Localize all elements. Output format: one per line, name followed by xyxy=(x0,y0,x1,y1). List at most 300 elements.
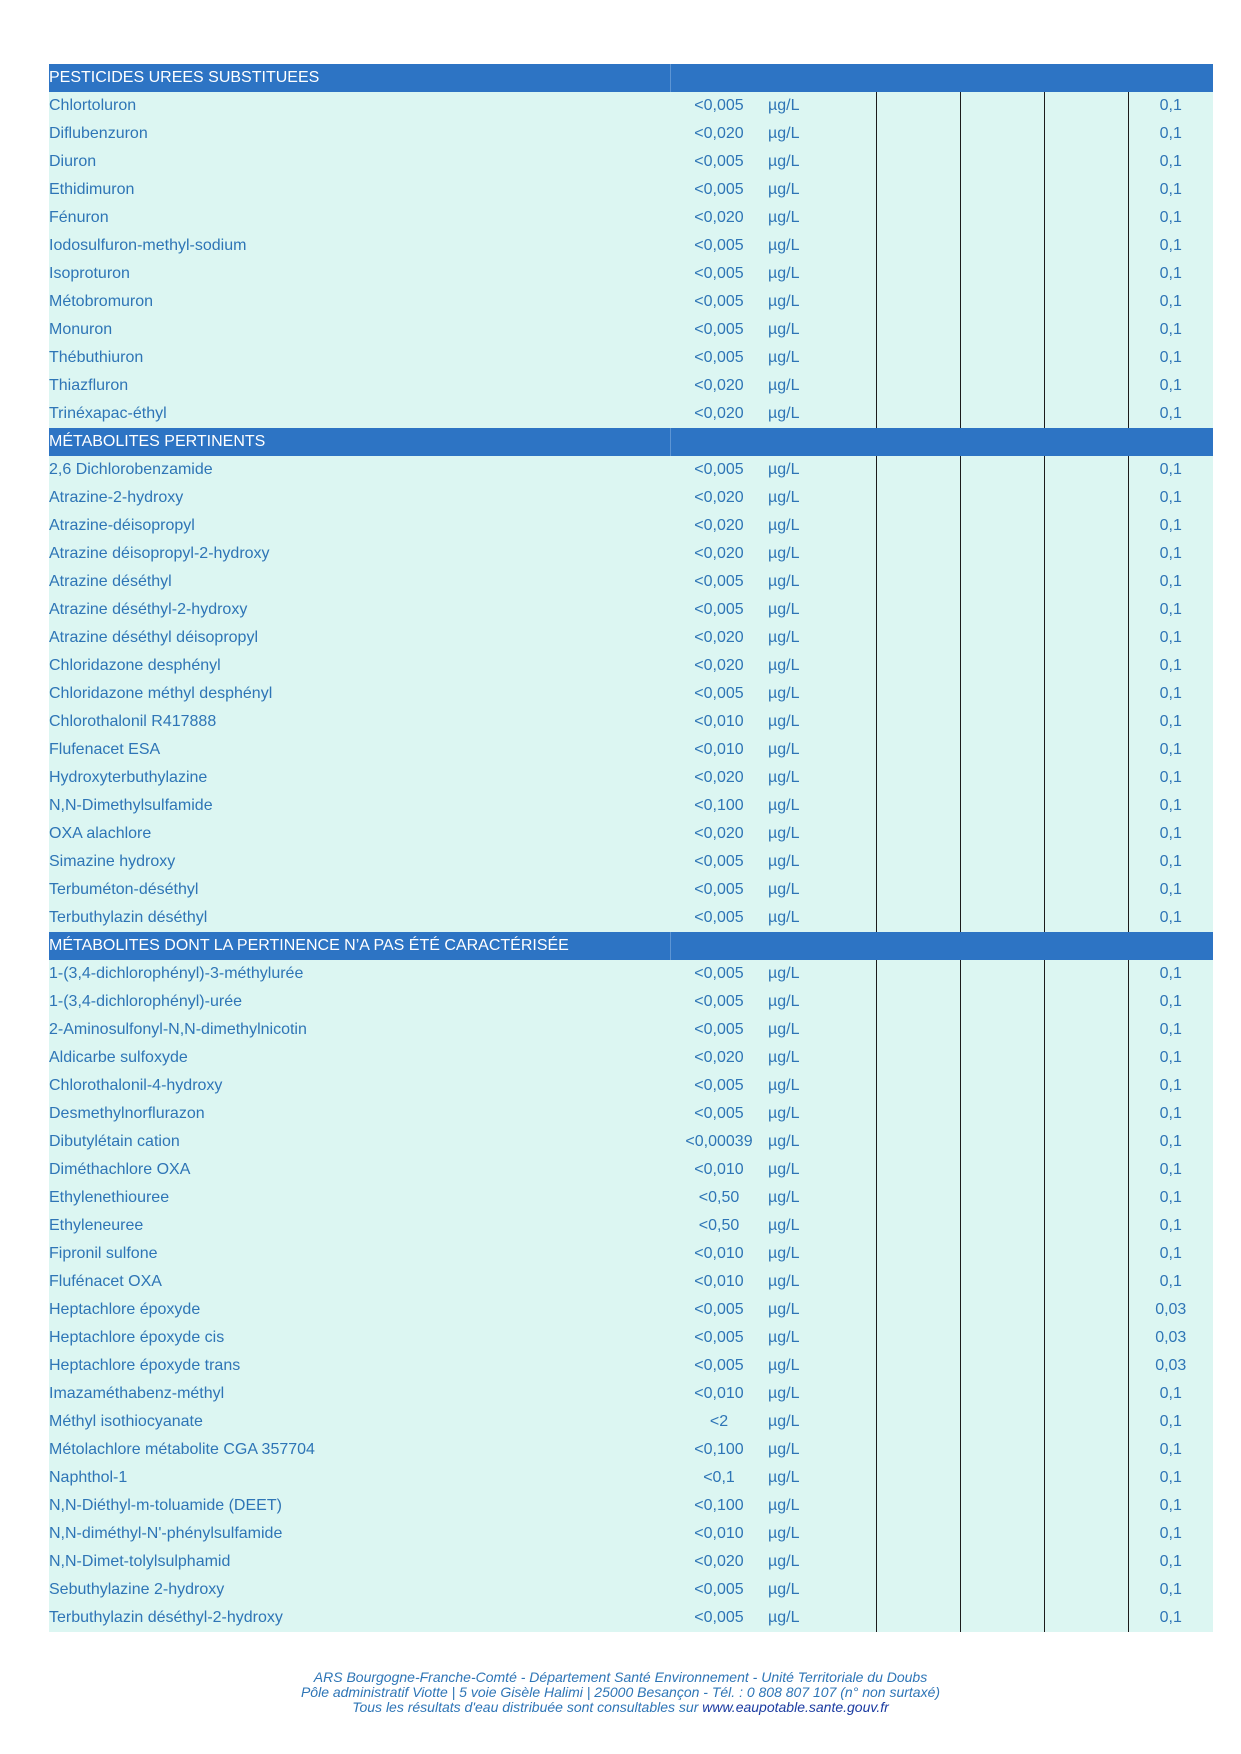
empty-cell xyxy=(960,1268,1044,1296)
unit: µg/L xyxy=(768,904,876,932)
table-row xyxy=(49,680,1213,708)
empty-cell xyxy=(960,540,1044,568)
empty-cell xyxy=(1044,764,1128,792)
empty-cell xyxy=(1044,960,1128,988)
empty-cell xyxy=(960,1324,1044,1352)
empty-cell xyxy=(1044,876,1128,904)
empty-cell xyxy=(1044,372,1128,400)
result-value: <0,010 xyxy=(670,1240,768,1268)
result-value: <0,100 xyxy=(670,1436,768,1464)
result-value: <0,020 xyxy=(670,820,768,848)
section-header-filler xyxy=(670,64,1213,92)
table-row xyxy=(49,1016,1213,1044)
result-value: <0,005 xyxy=(670,148,768,176)
result-value: <0,005 xyxy=(670,1352,768,1380)
table-row xyxy=(49,876,1213,904)
unit: µg/L xyxy=(768,540,876,568)
result-value: <0,005 xyxy=(670,1016,768,1044)
quality-limit: 0,1 xyxy=(1128,624,1213,652)
empty-cell xyxy=(1044,456,1128,484)
empty-cell xyxy=(960,400,1044,428)
empty-cell xyxy=(1044,1268,1128,1296)
result-value: <2 xyxy=(670,1408,768,1436)
table-row xyxy=(49,568,1213,596)
empty-cell xyxy=(1044,1576,1128,1604)
unit: µg/L xyxy=(768,120,876,148)
unit: µg/L xyxy=(768,876,876,904)
unit: µg/L xyxy=(768,1436,876,1464)
table-row xyxy=(49,1464,1213,1492)
parameter-name: Ethidimuron xyxy=(49,176,670,204)
parameter-name: Chloridazone desphényl xyxy=(49,652,670,680)
unit: µg/L xyxy=(768,372,876,400)
table-row xyxy=(49,1548,1213,1576)
empty-cell xyxy=(876,1128,960,1156)
result-value: <0,005 xyxy=(670,456,768,484)
unit: µg/L xyxy=(768,624,876,652)
quality-limit: 0,1 xyxy=(1128,456,1213,484)
table-row xyxy=(49,288,1213,316)
empty-cell xyxy=(876,344,960,372)
result-value: <0,50 xyxy=(670,1184,768,1212)
results-table-body xyxy=(49,64,1213,1632)
empty-cell xyxy=(1044,848,1128,876)
unit: µg/L xyxy=(768,708,876,736)
parameter-name: Atrazine-déisopropyl xyxy=(49,512,670,540)
unit: µg/L xyxy=(768,680,876,708)
unit: µg/L xyxy=(768,988,876,1016)
unit: µg/L xyxy=(768,1464,876,1492)
parameter-name: Diflubenzuron xyxy=(49,120,670,148)
parameter-name: Atrazine déséthyl-2-hydroxy xyxy=(49,596,670,624)
empty-cell xyxy=(1044,1100,1128,1128)
empty-cell xyxy=(960,260,1044,288)
empty-cell xyxy=(876,1576,960,1604)
table-row xyxy=(49,988,1213,1016)
table-row xyxy=(49,1268,1213,1296)
table-row xyxy=(49,1156,1213,1184)
quality-limit: 0,1 xyxy=(1128,92,1213,120)
result-value: <0,50 xyxy=(670,1212,768,1240)
parameter-name: Heptachlore époxyde xyxy=(49,1296,670,1324)
result-value: <0,020 xyxy=(670,120,768,148)
unit: µg/L xyxy=(768,1016,876,1044)
parameter-name: Trinéxapac-éthyl xyxy=(49,400,670,428)
parameter-name: Iodosulfuron-methyl-sodium xyxy=(49,232,670,260)
unit: µg/L xyxy=(768,736,876,764)
quality-limit: 0,1 xyxy=(1128,876,1213,904)
table-row xyxy=(49,1352,1213,1380)
result-value: <0,020 xyxy=(670,512,768,540)
parameter-name: Diméthachlore OXA xyxy=(49,1156,670,1184)
parameter-name: Heptachlore époxyde trans xyxy=(49,1352,670,1380)
unit: µg/L xyxy=(768,1156,876,1184)
empty-cell xyxy=(960,512,1044,540)
empty-cell xyxy=(1044,1072,1128,1100)
empty-cell xyxy=(876,652,960,680)
parameter-name: Aldicarbe sulfoxyde xyxy=(49,1044,670,1072)
empty-cell xyxy=(876,92,960,120)
empty-cell xyxy=(876,540,960,568)
empty-cell xyxy=(1044,820,1128,848)
empty-cell xyxy=(960,1520,1044,1548)
result-value: <0,005 xyxy=(670,960,768,988)
empty-cell xyxy=(876,316,960,344)
parameter-name: N,N-Dimet-tolylsulphamid xyxy=(49,1548,670,1576)
result-value: <0,005 xyxy=(670,344,768,372)
parameter-name: Méthyl isothiocyanate xyxy=(49,1408,670,1436)
parameter-name: 2,6 Dichlorobenzamide xyxy=(49,456,670,484)
result-value: <0,005 xyxy=(670,848,768,876)
empty-cell xyxy=(876,204,960,232)
unit: µg/L xyxy=(768,92,876,120)
table-row xyxy=(49,148,1213,176)
result-value: <0,100 xyxy=(670,1492,768,1520)
parameter-name: Terbuthylazin déséthyl xyxy=(49,904,670,932)
empty-cell xyxy=(1044,316,1128,344)
parameter-name: Thébuthiuron xyxy=(49,344,670,372)
parameter-name: Naphthol-1 xyxy=(49,1464,670,1492)
result-value: <0,010 xyxy=(670,1268,768,1296)
empty-cell xyxy=(1044,568,1128,596)
empty-cell xyxy=(960,624,1044,652)
empty-cell xyxy=(876,1044,960,1072)
result-value: <0,010 xyxy=(670,1156,768,1184)
unit: µg/L xyxy=(768,176,876,204)
unit: µg/L xyxy=(768,1184,876,1212)
result-value: <0,020 xyxy=(670,540,768,568)
result-value: <0,005 xyxy=(670,1296,768,1324)
result-value: <0,005 xyxy=(670,1576,768,1604)
unit: µg/L xyxy=(768,792,876,820)
quality-limit: 0,1 xyxy=(1128,904,1213,932)
quality-limit: 0,03 xyxy=(1128,1324,1213,1352)
empty-cell xyxy=(960,456,1044,484)
parameter-name: Ethylenethiouree xyxy=(49,1184,670,1212)
section-title: MÉTABOLITES DONT LA PERTINENCE N’A PAS ÉTÉ CARACTÉRISÉE xyxy=(49,932,670,960)
quality-limit: 0,1 xyxy=(1128,1408,1213,1436)
table-row xyxy=(49,1604,1213,1632)
unit: µg/L xyxy=(768,484,876,512)
empty-cell xyxy=(960,820,1044,848)
result-value: <0,005 xyxy=(670,176,768,204)
empty-cell xyxy=(876,1380,960,1408)
result-value: <0,020 xyxy=(670,1044,768,1072)
quality-limit: 0,1 xyxy=(1128,1268,1213,1296)
quality-limit: 0,1 xyxy=(1128,148,1213,176)
table-row xyxy=(49,1240,1213,1268)
quality-limit: 0,1 xyxy=(1128,232,1213,260)
quality-limit: 0,1 xyxy=(1128,1548,1213,1576)
quality-limit: 0,1 xyxy=(1128,1044,1213,1072)
section-header-filler xyxy=(670,932,1213,960)
quality-limit: 0,1 xyxy=(1128,260,1213,288)
empty-cell xyxy=(960,596,1044,624)
empty-cell xyxy=(960,1380,1044,1408)
footer xyxy=(0,1670,1241,1715)
quality-limit: 0,1 xyxy=(1128,792,1213,820)
section-header-filler xyxy=(670,428,1213,456)
quality-limit: 0,1 xyxy=(1128,1212,1213,1240)
empty-cell xyxy=(960,1100,1044,1128)
parameter-name: 2-Aminosulfonyl-N,N-dimethylnicotin xyxy=(49,1016,670,1044)
table-row xyxy=(49,1044,1213,1072)
empty-cell xyxy=(960,1212,1044,1240)
empty-cell xyxy=(960,1128,1044,1156)
table-row xyxy=(49,848,1213,876)
empty-cell xyxy=(1044,904,1128,932)
empty-cell xyxy=(1044,1352,1128,1380)
parameter-name: Hydroxyterbuthylazine xyxy=(49,764,670,792)
unit: µg/L xyxy=(768,204,876,232)
website-link[interactable]: www.eaupotable.sante.gouv.fr xyxy=(702,1699,889,1715)
empty-cell xyxy=(876,1072,960,1100)
parameter-name: Chlortoluron xyxy=(49,92,670,120)
result-value: <0,005 xyxy=(670,316,768,344)
parameter-name: Desmethylnorflurazon xyxy=(49,1100,670,1128)
empty-cell xyxy=(960,1408,1044,1436)
unit: µg/L xyxy=(768,1044,876,1072)
table-row xyxy=(49,596,1213,624)
table-row xyxy=(49,204,1213,232)
empty-cell xyxy=(1044,92,1128,120)
table-row xyxy=(49,708,1213,736)
quality-limit: 0,1 xyxy=(1128,1436,1213,1464)
empty-cell xyxy=(1044,596,1128,624)
parameter-name: N,N-Dimethylsulfamide xyxy=(49,792,670,820)
section-header-row xyxy=(49,64,1213,92)
empty-cell xyxy=(876,792,960,820)
empty-cell xyxy=(1044,344,1128,372)
result-value: <0,005 xyxy=(670,904,768,932)
table-row xyxy=(49,372,1213,400)
unit: µg/L xyxy=(768,456,876,484)
empty-cell xyxy=(876,1548,960,1576)
empty-cell xyxy=(960,792,1044,820)
empty-cell xyxy=(1044,484,1128,512)
empty-cell xyxy=(1044,1324,1128,1352)
empty-cell xyxy=(876,484,960,512)
unit: µg/L xyxy=(768,764,876,792)
empty-cell xyxy=(1044,1212,1128,1240)
results-table xyxy=(49,64,1213,1632)
empty-cell xyxy=(876,708,960,736)
empty-cell xyxy=(876,764,960,792)
empty-cell xyxy=(960,92,1044,120)
parameter-name: Chlorothalonil R417888 xyxy=(49,708,670,736)
empty-cell xyxy=(960,680,1044,708)
table-row xyxy=(49,736,1213,764)
quality-limit: 0,1 xyxy=(1128,568,1213,596)
quality-limit: 0,1 xyxy=(1128,372,1213,400)
quality-limit: 0,1 xyxy=(1128,204,1213,232)
empty-cell xyxy=(960,484,1044,512)
unit: µg/L xyxy=(768,848,876,876)
result-value: <0,100 xyxy=(670,792,768,820)
parameter-name: Sebuthylazine 2-hydroxy xyxy=(49,1576,670,1604)
result-value: <0,005 xyxy=(670,232,768,260)
quality-limit: 0,1 xyxy=(1128,1604,1213,1632)
quality-limit: 0,1 xyxy=(1128,960,1213,988)
empty-cell xyxy=(1044,1128,1128,1156)
result-value: <0,005 xyxy=(670,1072,768,1100)
parameter-name: Fipronil sulfone xyxy=(49,1240,670,1268)
empty-cell xyxy=(960,764,1044,792)
empty-cell xyxy=(1044,736,1128,764)
empty-cell xyxy=(876,372,960,400)
unit: µg/L xyxy=(768,1212,876,1240)
result-value: <0,005 xyxy=(670,568,768,596)
empty-cell xyxy=(960,1464,1044,1492)
empty-cell xyxy=(960,1072,1044,1100)
quality-limit: 0,1 xyxy=(1128,120,1213,148)
result-value: <0,1 xyxy=(670,1464,768,1492)
quality-limit: 0,1 xyxy=(1128,316,1213,344)
empty-cell xyxy=(1044,1548,1128,1576)
empty-cell xyxy=(960,708,1044,736)
table-row xyxy=(49,820,1213,848)
table-row xyxy=(49,652,1213,680)
empty-cell xyxy=(876,148,960,176)
empty-cell xyxy=(876,456,960,484)
quality-limit: 0,1 xyxy=(1128,764,1213,792)
empty-cell xyxy=(876,820,960,848)
table-row xyxy=(49,1408,1213,1436)
empty-cell xyxy=(1044,1184,1128,1212)
parameter-name: Atrazine déisopropyl-2-hydroxy xyxy=(49,540,670,568)
empty-cell xyxy=(960,204,1044,232)
table-row xyxy=(49,540,1213,568)
quality-limit: 0,1 xyxy=(1128,988,1213,1016)
table-row xyxy=(49,1576,1213,1604)
empty-cell xyxy=(876,1240,960,1268)
parameter-name: 1-(3,4-dichlorophényl)-3-méthylurée xyxy=(49,960,670,988)
result-value: <0,020 xyxy=(670,1548,768,1576)
result-value: <0,010 xyxy=(670,708,768,736)
section-title: MÉTABOLITES PERTINENTS xyxy=(49,428,670,456)
unit: µg/L xyxy=(768,1072,876,1100)
empty-cell xyxy=(1044,792,1128,820)
empty-cell xyxy=(960,1240,1044,1268)
parameter-name: Chlorothalonil-4-hydroxy xyxy=(49,1072,670,1100)
table-row xyxy=(49,1072,1213,1100)
empty-cell xyxy=(876,1408,960,1436)
parameter-name: OXA alachlore xyxy=(49,820,670,848)
empty-cell xyxy=(876,876,960,904)
table-row xyxy=(49,1128,1213,1156)
empty-cell xyxy=(1044,1240,1128,1268)
parameter-name: Imazaméthabenz-méthyl xyxy=(49,1380,670,1408)
empty-cell xyxy=(1044,204,1128,232)
parameter-name: Heptachlore époxyde cis xyxy=(49,1324,670,1352)
result-value: <0,020 xyxy=(670,652,768,680)
empty-cell xyxy=(876,680,960,708)
empty-cell xyxy=(960,848,1044,876)
parameter-name: Atrazine-2-hydroxy xyxy=(49,484,670,512)
empty-cell xyxy=(876,1520,960,1548)
table-row xyxy=(49,400,1213,428)
empty-cell xyxy=(1044,400,1128,428)
parameter-name: Diuron xyxy=(49,148,670,176)
empty-cell xyxy=(876,1352,960,1380)
unit: µg/L xyxy=(768,1100,876,1128)
quality-limit: 0,1 xyxy=(1128,344,1213,372)
result-value: <0,010 xyxy=(670,1520,768,1548)
section-header-row xyxy=(49,932,1213,960)
parameter-name: Terbuméton-déséthyl xyxy=(49,876,670,904)
quality-limit: 0,1 xyxy=(1128,1072,1213,1100)
footer-line-1: ARS Bourgogne-Franche-Comté - Département Santé Environnement - Unité Territoriale du Doubs xyxy=(313,1669,928,1685)
empty-cell xyxy=(1044,1380,1128,1408)
empty-cell xyxy=(960,1044,1044,1072)
result-value: <0,005 xyxy=(670,1100,768,1128)
parameter-name: Isoproturon xyxy=(49,260,670,288)
empty-cell xyxy=(960,372,1044,400)
empty-cell xyxy=(1044,624,1128,652)
empty-cell xyxy=(960,1604,1044,1632)
quality-limit: 0,1 xyxy=(1128,1156,1213,1184)
unit: µg/L xyxy=(768,512,876,540)
result-value: <0,005 xyxy=(670,680,768,708)
quality-limit: 0,1 xyxy=(1128,176,1213,204)
parameter-name: Monuron xyxy=(49,316,670,344)
result-value: <0,020 xyxy=(670,484,768,512)
footer-line-3-text: Tous les résultats d'eau distribuée sont consultables sur xyxy=(352,1699,703,1715)
quality-limit: 0,1 xyxy=(1128,1100,1213,1128)
empty-cell xyxy=(960,1184,1044,1212)
parameter-name: Ethyleneuree xyxy=(49,1212,670,1240)
empty-cell xyxy=(876,988,960,1016)
result-value: <0,005 xyxy=(670,1324,768,1352)
empty-cell xyxy=(1044,512,1128,540)
empty-cell xyxy=(1044,260,1128,288)
unit: µg/L xyxy=(768,344,876,372)
parameter-name: Métobromuron xyxy=(49,288,670,316)
result-value: <0,010 xyxy=(670,736,768,764)
footer-line-3 xyxy=(0,1700,1241,1715)
table-row xyxy=(49,1296,1213,1324)
empty-cell xyxy=(876,232,960,260)
table-row xyxy=(49,1184,1213,1212)
result-value: <0,020 xyxy=(670,400,768,428)
table-row xyxy=(49,764,1213,792)
result-value: <0,005 xyxy=(670,988,768,1016)
table-row xyxy=(49,1212,1213,1240)
unit: µg/L xyxy=(768,1408,876,1436)
empty-cell xyxy=(876,1296,960,1324)
empty-cell xyxy=(1044,1604,1128,1632)
quality-limit: 0,03 xyxy=(1128,1352,1213,1380)
table-row xyxy=(49,1436,1213,1464)
quality-limit: 0,1 xyxy=(1128,288,1213,316)
quality-limit: 0,1 xyxy=(1128,848,1213,876)
empty-cell xyxy=(876,624,960,652)
empty-cell xyxy=(1044,1436,1128,1464)
result-value: <0,005 xyxy=(670,876,768,904)
empty-cell xyxy=(1044,232,1128,260)
unit: µg/L xyxy=(768,568,876,596)
result-value: <0,020 xyxy=(670,372,768,400)
empty-cell xyxy=(960,288,1044,316)
empty-cell xyxy=(876,260,960,288)
empty-cell xyxy=(1044,1520,1128,1548)
unit: µg/L xyxy=(768,1380,876,1408)
empty-cell xyxy=(1044,148,1128,176)
empty-cell xyxy=(876,596,960,624)
empty-cell xyxy=(960,652,1044,680)
empty-cell xyxy=(876,848,960,876)
parameter-name: Chloridazone méthyl desphényl xyxy=(49,680,670,708)
